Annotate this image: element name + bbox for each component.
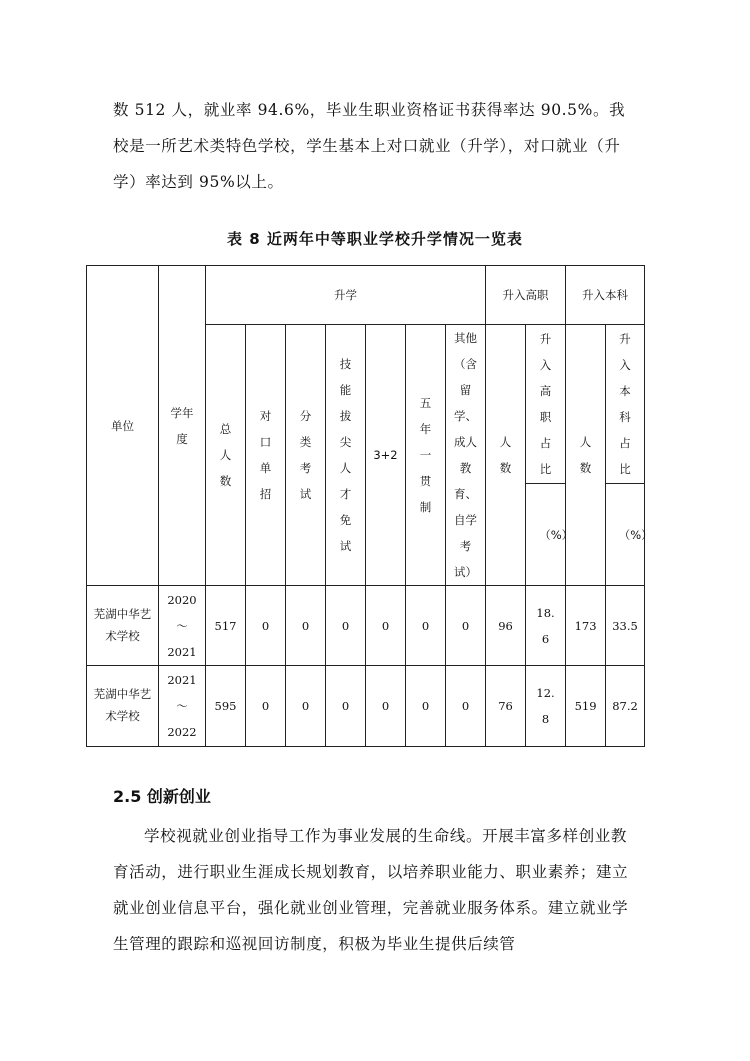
cell-5year: 0 [406, 586, 446, 666]
header-year: 学年度 [159, 266, 206, 586]
cell-other: 0 [446, 586, 486, 666]
cell-year: 2020 ～ 2021 [159, 586, 206, 666]
promotion-table [86, 265, 653, 747]
cell-jineng: 0 [326, 666, 366, 747]
header-unit: 单位 [87, 266, 159, 586]
cell-unit: 芜湖中华艺术学校 [87, 586, 159, 666]
header-b-count: 人数 [566, 325, 606, 586]
cell-jineng: 0 [326, 586, 366, 666]
cell-year: 2021 ～ 2022 [159, 666, 206, 747]
table-row [87, 586, 645, 666]
header-hv-unit: （%） [526, 484, 566, 586]
header-3plus2: 3+2 [366, 325, 406, 586]
header-hv-ratio: 升入高职占比 [526, 325, 566, 484]
header-total: 总人数 [206, 325, 246, 586]
cell-total: 595 [206, 666, 246, 747]
cell-3plus2: 0 [366, 666, 406, 747]
cell-hv-count: 76 [486, 666, 526, 747]
cell-total: 517 [206, 586, 246, 666]
bottom-paragraph: 学校视就业创业指导工作为事业发展的生命线。开展丰富多样创业教育活动，进行职业生涯成长规划教育，以培养职业能力、职业素养；建立就业创业信息平台，强化就业创业管理，完善就业服务体系。建立就业学生管理的跟踪和巡视回访制度，积极为毕业生提供后续管 [113, 827, 629, 953]
cell-5year: 0 [406, 666, 446, 747]
cell-fenlei: 0 [286, 666, 326, 747]
cell-fenlei: 0 [286, 586, 326, 666]
header-bachelor: 升入本科 [566, 266, 645, 325]
cell-hv-ratio: 12.8 [526, 666, 566, 747]
table-row [87, 666, 645, 747]
top-paragraph: 数 512 人，就业率 94.6%，毕业生职业资格证书获得率达 90.5%。我校是一所艺术类特色学校，学生基本上对口就业（升学），对口就业（升学）率达到 95%以上。 [113, 101, 626, 191]
header-fenlei: 分类考试 [286, 325, 326, 586]
cell-other: 0 [446, 666, 486, 747]
header-5year: 五年一贯制 [406, 325, 446, 586]
cell-b-ratio: 33.5 [606, 586, 645, 666]
cell-hv-count: 96 [486, 586, 526, 666]
cell-unit: 芜湖中华艺术学校 [87, 666, 159, 747]
cell-dankao: 0 [246, 586, 286, 666]
header-jineng: 技能拔尖人才免试 [326, 325, 366, 586]
cell-b-count: 173 [566, 586, 606, 666]
cell-3plus2: 0 [366, 586, 406, 666]
header-b-ratio: 升入本科占比 [606, 325, 645, 484]
section-heading: 2.5 创新创业 [113, 787, 211, 806]
cell-b-ratio: 87.2 [606, 666, 645, 747]
table-caption: 表 8 近两年中等职业学校升学情况一览表 [227, 230, 523, 248]
header-dankao: 对口单招 [246, 325, 286, 586]
cell-hv-ratio: 18.6 [526, 586, 566, 666]
header-promotion: 升学 [206, 266, 486, 325]
cell-b-count: 519 [566, 666, 606, 747]
header-hv-count: 人数 [486, 325, 526, 586]
header-higher-vocational: 升入高职 [486, 266, 566, 325]
header-other: 其他（含留学、成人教育、自学考试） [446, 325, 486, 586]
header-b-unit: （%） [606, 484, 645, 586]
cell-dankao: 0 [246, 666, 286, 747]
